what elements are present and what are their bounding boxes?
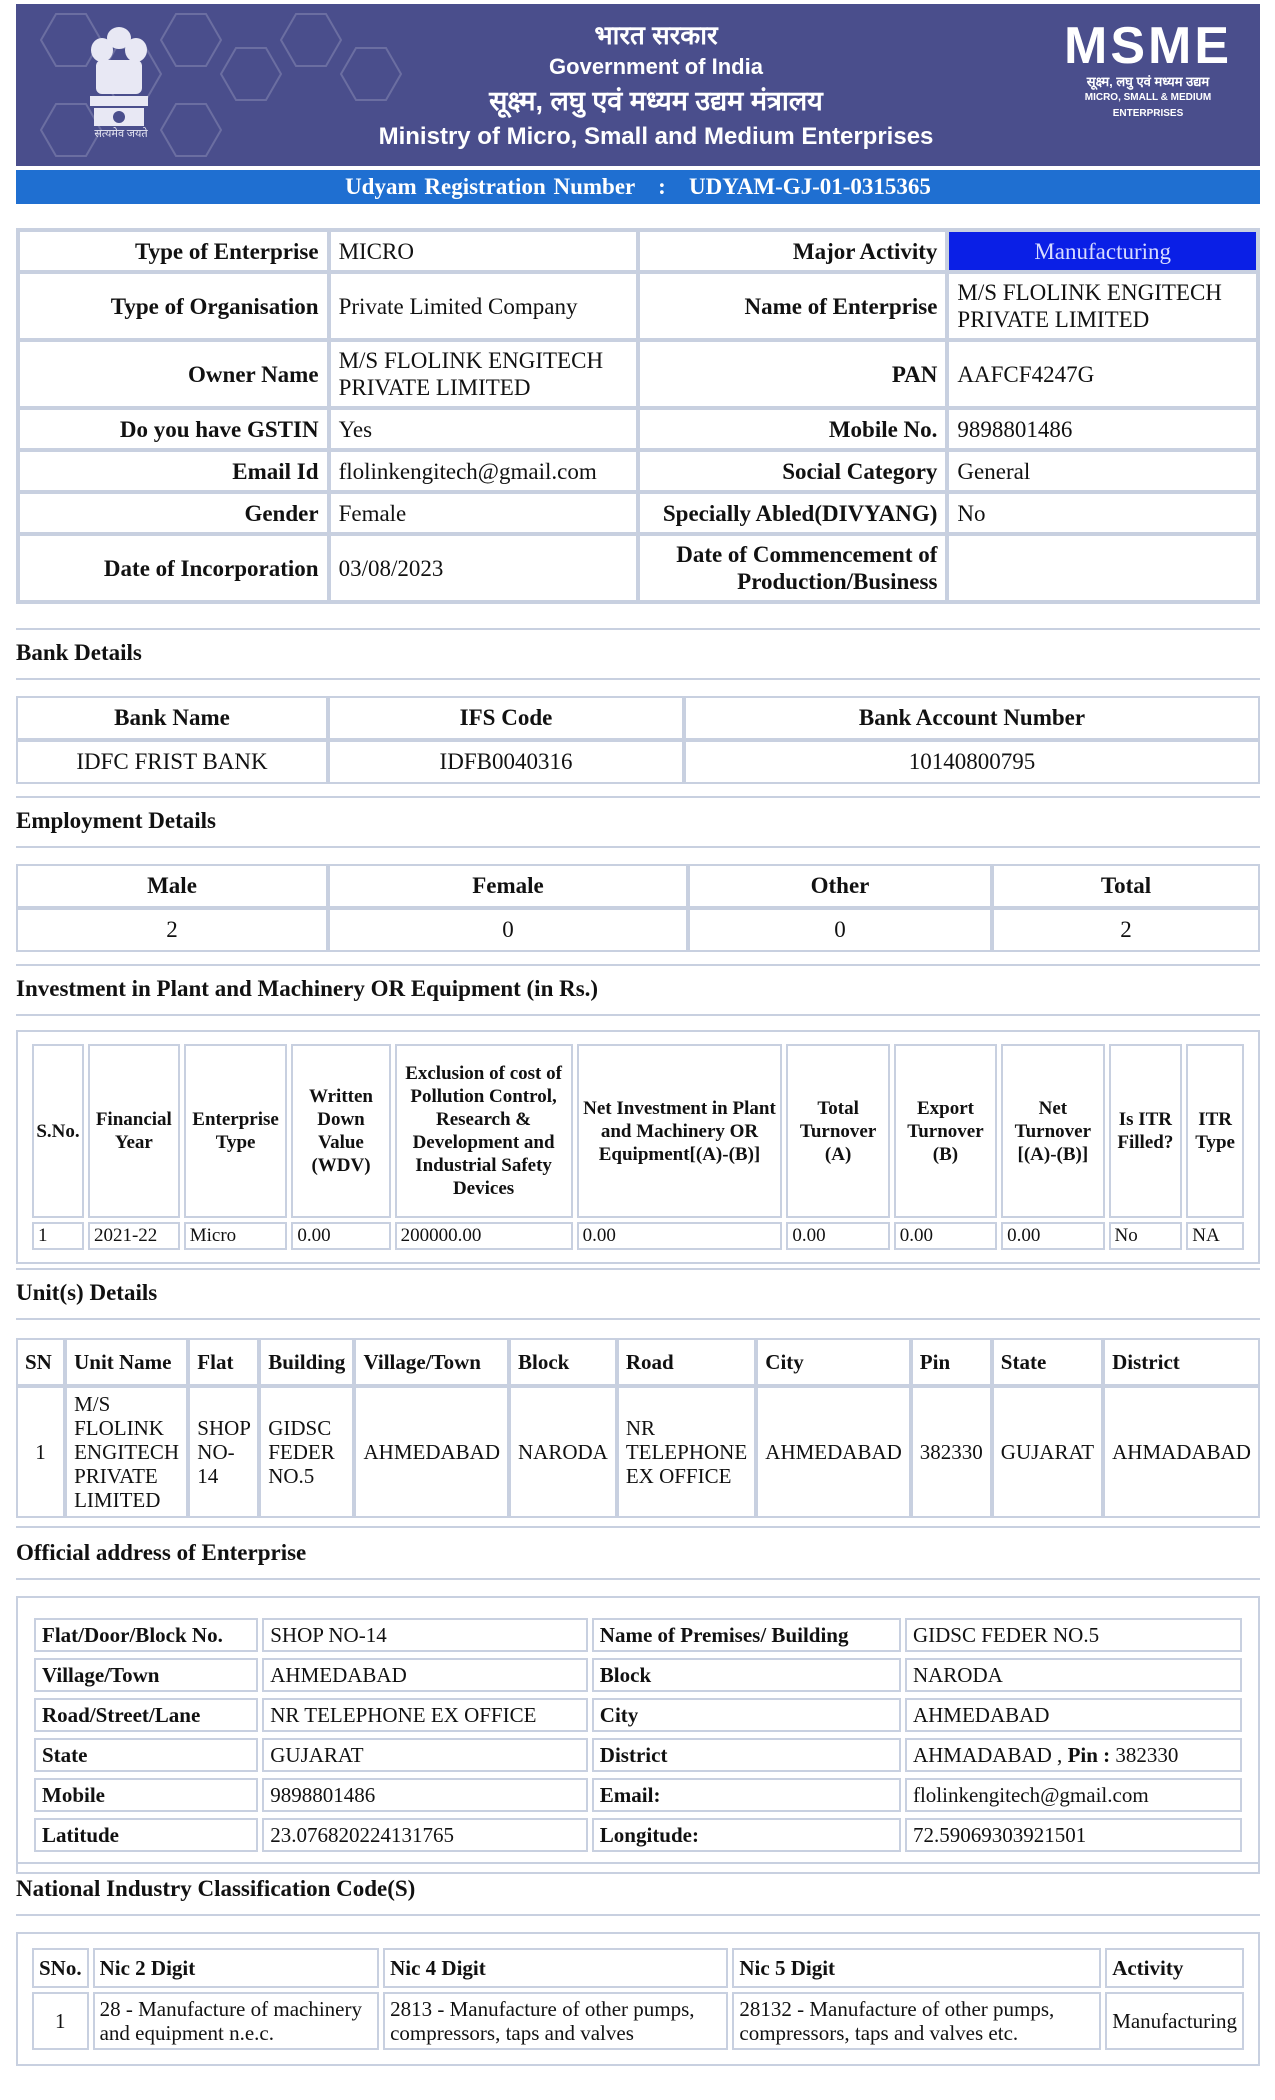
value-name-of-enterprise: M/S FLOLINK ENGITECH PRIVATE LIMITED [947,272,1258,340]
hindi-ministry: सूक्ष्म, लघु एवं मध्यम उद्यम मंत्रालय [489,86,823,116]
header-nic-5: Nic 5 Digit [732,1948,1101,1988]
msme-hindi: सूक्ष्म, लघु एवं मध्यम उद्यम [1086,74,1210,89]
cell-financial-year: 2021-22 [88,1222,180,1250]
header-sno: SNo. [32,1948,89,1988]
label-pan: PAN [638,340,947,408]
registration-sep: : [658,174,666,199]
cell-exclusion-cost: 200000.00 [395,1222,573,1250]
value-date-of-commencement [947,534,1258,602]
registration-number-bar [16,170,1260,204]
header-village-town: Village/Town [354,1338,509,1386]
label-mobile: Mobile [34,1778,258,1812]
unit-state: GUJARAT [992,1386,1103,1518]
label-type-of-organisation: Type of Organisation [18,272,329,340]
label-flat: Flat/Door/Block No. [34,1618,258,1652]
value-pin: 382330 [1110,1742,1179,1767]
header-itr-type: ITR Type [1186,1044,1244,1218]
label-date-of-incorporation: Date of Incorporation [18,534,329,602]
value-ifs-code: IDFB0040316 [328,740,684,784]
value-flat: SHOP NO-14 [262,1618,588,1652]
cell-wdv: 0.00 [291,1222,390,1250]
divider [16,796,1260,798]
label-divyang: Specially Abled(DIVYANG) [638,492,947,534]
header-district: District [1103,1338,1260,1386]
divider [16,964,1260,966]
header-sn: SN [16,1338,65,1386]
label-longitude: Longitude: [592,1818,901,1852]
nic-panel [16,1932,1260,2066]
value-email: flolinkengitech@gmail.com [905,1778,1242,1812]
label-date-of-commencement: Date of Commencement of Production/Business [638,534,947,602]
cell-itr-type: NA [1186,1222,1244,1250]
nic-title: National Industry Classification Code(S) [16,1876,416,1901]
value-latitude: 23.076820224131765 [262,1818,588,1852]
nic-table [28,1944,1248,2054]
value-village: AHMEDABAD [262,1658,588,1692]
value-other: 0 [688,908,992,952]
value-major-activity: Manufacturing [947,230,1258,272]
header-male: Male [16,864,328,908]
header-flat: Flat [188,1338,259,1386]
header-activity: Activity [1105,1948,1244,1988]
investment-panel [16,1030,1260,1264]
header-total-turnover: Total Turnover (A) [786,1044,889,1218]
unit-building: GIDSC FEDER NO.5 [259,1386,354,1518]
cell-itr-filled: No [1109,1222,1183,1250]
value-pan: AAFCF4247G [947,340,1258,408]
header-bank-name: Bank Name [16,696,328,740]
header-account-number: Bank Account Number [684,696,1260,740]
label-premises: Name of Premises/ Building [592,1618,901,1652]
cell-sno: 1 [32,1222,84,1250]
label-city: City [592,1698,901,1732]
registration-number: UDYAM-GJ-01-0315365 [689,174,931,199]
value-city: AHMEDABAD [905,1698,1242,1732]
official-address-panel [16,1596,1260,1874]
header-net-turnover: Net Turnover [(A)-(B)] [1001,1044,1104,1218]
cell-total-turnover: 0.00 [786,1222,889,1250]
divider [16,1526,1260,1528]
units-table [16,1338,1260,1518]
header-sno: S.No. [32,1044,84,1218]
label-road: Road/Street/Lane [34,1698,258,1732]
registration-label: Udyam Registration Number [345,174,635,199]
nic-5-digit: 28132 - Manufacture of other pumps, compressors, taps and valves etc. [732,1992,1101,2050]
header-unit-name: Unit Name [65,1338,188,1386]
label-major-activity: Major Activity [638,230,947,272]
header-city: City [756,1338,911,1386]
header-nic-4: Nic 4 Digit [383,1948,728,1988]
nic-4-digit: 2813 - Manufacture of other pumps, compressors, taps and valves [383,1992,728,2050]
label-pin: Pin : [1067,1742,1111,1767]
value-social-category: General [947,450,1258,492]
header-building: Building [259,1338,354,1386]
label-name-of-enterprise: Name of Enterprise [638,272,947,340]
emblem-motto: सत्यमेव जयते [94,128,148,140]
label-gender: Gender [18,492,329,534]
header-block: Block [509,1338,617,1386]
value-type-of-organisation: Private Limited Company [329,272,639,340]
cell-net-investment: 0.00 [577,1222,783,1250]
value-divyang: No [947,492,1258,534]
value-district-pin [905,1738,1242,1772]
divider [16,678,1260,680]
divider [16,1914,1260,1916]
header-other: Other [688,864,992,908]
investment-table [28,1040,1248,1254]
units-title: Unit(s) Details [16,1280,158,1305]
cell-export-turnover: 0.00 [894,1222,997,1250]
value-longitude: 72.59069303921501 [905,1818,1242,1852]
official-address-table [30,1612,1246,1858]
value-email: flolinkengitech@gmail.com [329,450,639,492]
employment-table [16,864,1260,952]
unit-village-town: AHMEDABAD [354,1386,509,1518]
value-mobile: 9898801486 [947,408,1258,450]
label-district: District [592,1738,901,1772]
header-pin: Pin [911,1338,992,1386]
divider [16,1318,1260,1320]
enterprise-info-table [16,228,1260,604]
value-block: NARODA [905,1658,1242,1692]
header-total: Total [992,864,1260,908]
header-financial-year: Financial Year [88,1044,180,1218]
divider [16,1014,1260,1016]
value-male: 2 [16,908,328,952]
nic-2-digit: 28 - Manufacture of machinery and equipment n.e.c. [93,1992,379,2050]
value-total: 2 [992,908,1260,952]
label-gstin: Do you have GSTIN [18,408,329,450]
nic-sno: 1 [32,1992,89,2050]
value-road: NR TELEPHONE EX OFFICE [262,1698,588,1732]
label-latitude: Latitude [34,1818,258,1852]
unit-city: AHMEDABAD [756,1386,911,1518]
label-state: State [34,1738,258,1772]
bank-details-title: Bank Details [16,640,142,665]
label-social-category: Social Category [638,450,947,492]
ministry-name: Ministry of Micro, Small and Medium Enterprises [378,123,934,150]
header-wdv: Written Down Value (WDV) [291,1044,390,1218]
header-ifs-code: IFS Code [328,696,684,740]
msme-logo [1050,18,1246,122]
header-state: State [992,1338,1103,1386]
unit-block: NARODA [509,1386,617,1518]
header-female: Female [328,864,688,908]
msme-english: MICRO, SMALL & MEDIUM ENTERPRISES [1084,92,1212,119]
label-type-of-enterprise: Type of Enterprise [18,230,329,272]
value-district: AHMADABAD , [912,1742,1068,1767]
divider [16,1862,1260,1864]
header-exclusion-cost: Exclusion of cost of Pollution Control, Research & Development and Industrial Safety Devices [395,1044,573,1218]
value-owner-name: M/S FLOLINK ENGITECH PRIVATE LIMITED [329,340,639,408]
header-export-turnover: Export Turnover (B) [894,1044,997,1218]
header-nic-2: Nic 2 Digit [93,1948,379,1988]
value-date-of-incorporation: 03/08/2023 [329,534,639,602]
unit-district: AHMADABAD [1103,1386,1260,1518]
employment-details-title: Employment Details [16,808,216,833]
header-banner [16,4,1260,166]
divider [16,628,1260,630]
value-gender: Female [329,492,639,534]
header-net-investment: Net Investment in Plant and Machinery OR Equipment[(A)-(B)] [577,1044,783,1218]
value-premises: GIDSC FEDER NO.5 [905,1618,1242,1652]
label-mobile: Mobile No. [638,408,947,450]
divider [16,1268,1260,1270]
divider [16,1578,1260,1580]
official-address-title: Official address of Enterprise [16,1540,307,1565]
hindi-government: भारत सरकार [594,20,718,50]
investment-title: Investment in Plant and Machinery OR Equipment (in Rs.) [16,976,599,1001]
unit-road: NR TELEPHONE EX OFFICE [617,1386,756,1518]
header-road: Road [617,1338,756,1386]
divider [16,846,1260,848]
value-state: GUJARAT [262,1738,588,1772]
msme-logo-text: MSME [1064,17,1232,75]
label-owner-name: Owner Name [18,340,329,408]
bank-details-table [16,696,1260,784]
value-female: 0 [328,908,688,952]
unit-pin: 382330 [911,1386,992,1518]
nic-activity: Manufacturing [1105,1992,1244,2050]
label-village: Village/Town [34,1658,258,1692]
value-gstin: Yes [329,408,639,450]
label-block: Block [592,1658,901,1692]
unit-name: M/S FLOLINK ENGITECH PRIVATE LIMITED [65,1386,188,1518]
value-bank-name: IDFC FRIST BANK [16,740,328,784]
cell-enterprise-type: Micro [184,1222,288,1250]
value-mobile: 9898801486 [262,1778,588,1812]
unit-sn: 1 [16,1386,65,1518]
cell-net-turnover: 0.00 [1001,1222,1104,1250]
value-type-of-enterprise: MICRO [329,230,639,272]
government-of-india: Government of India [549,54,763,79]
value-account-number: 10140800795 [684,740,1260,784]
label-email: Email Id [18,450,329,492]
header-enterprise-type: Enterprise Type [184,1044,288,1218]
header-itr-filled: Is ITR Filled? [1109,1044,1183,1218]
government-title [266,18,1046,154]
unit-flat: SHOP NO-14 [188,1386,259,1518]
label-email: Email: [592,1778,901,1812]
